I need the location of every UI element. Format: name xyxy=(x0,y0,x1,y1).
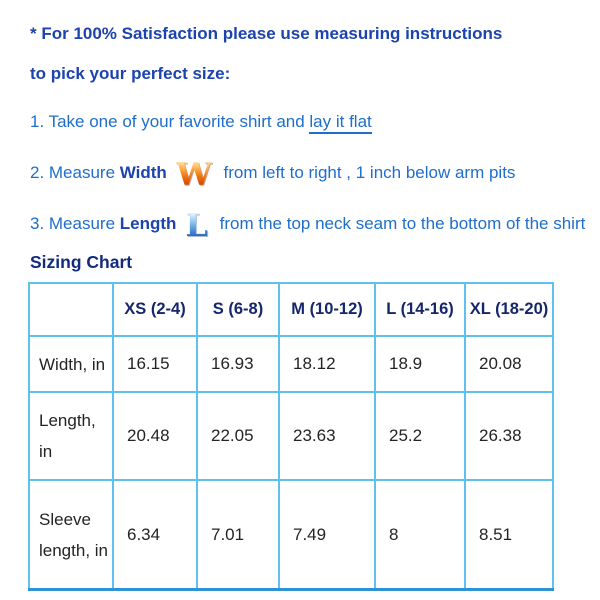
width-letter-icon: W xyxy=(175,155,212,193)
header-m: M (10-12) xyxy=(279,283,375,336)
size-value-cell: 7.49 xyxy=(279,480,375,590)
size-value-cell: 20.48 xyxy=(113,392,197,480)
satisfaction-note-line1: * For 100% Satisfaction please use measuring instructions xyxy=(30,24,503,43)
size-value-cell: 20.08 xyxy=(465,336,553,392)
size-value-cell: 18.9 xyxy=(375,336,465,392)
step-3-post: from the top neck seam to the bottom of the shirt xyxy=(214,214,586,233)
header-xs: XS (2-4) xyxy=(113,283,197,336)
size-value-cell: 6.34 xyxy=(113,480,197,590)
size-value-cell: 23.63 xyxy=(279,392,375,480)
sizing-chart-heading: Sizing Chart xyxy=(30,252,133,272)
size-value-cell: 22.05 xyxy=(197,392,279,480)
step-2-pre: 2. Measure xyxy=(30,163,120,182)
lay-it-flat-underline: lay it flat xyxy=(309,112,371,134)
length-keyword: Length xyxy=(119,214,177,233)
size-value-cell: 18.12 xyxy=(279,336,375,392)
step-2 xyxy=(30,155,590,193)
size-value-cell: 8 xyxy=(375,480,465,590)
size-value-cell: 25.2 xyxy=(375,392,465,480)
row-label-length: Length, in xyxy=(29,392,113,480)
row-label-sleeve-length: Sleeve length, in xyxy=(29,480,113,590)
size-value-cell: 8.51 xyxy=(465,480,553,590)
step-3 xyxy=(30,206,590,244)
length-letter-icon: L xyxy=(185,206,208,244)
header-xl: XL (18-20) xyxy=(465,283,553,336)
step-3-pre: 3. Measure xyxy=(30,214,120,233)
corner-cell xyxy=(29,283,113,336)
header-l: L (14-16) xyxy=(375,283,465,336)
size-value-cell: 7.01 xyxy=(197,480,279,590)
satisfaction-note xyxy=(30,14,590,94)
table-header-row xyxy=(29,283,553,336)
step-1 xyxy=(30,106,590,137)
step-2-post: from left to right , 1 inch below arm pits xyxy=(218,163,516,182)
size-value-cell: 16.15 xyxy=(113,336,197,392)
satisfaction-note-line2: to pick your perfect size: xyxy=(30,64,231,83)
header-s: S (6-8) xyxy=(197,283,279,336)
row-label-width: Width, in xyxy=(29,336,113,392)
table-row-sleeve-length xyxy=(29,480,553,590)
step-1-text: 1. Take one of your favorite shirt and xyxy=(30,112,310,131)
size-value-cell: 26.38 xyxy=(465,392,553,480)
width-keyword: Width xyxy=(119,163,167,182)
table-row-length xyxy=(29,392,553,480)
size-value-cell: 16.93 xyxy=(197,336,279,392)
sizing-chart-table xyxy=(28,282,554,591)
table-row-width xyxy=(29,336,553,392)
